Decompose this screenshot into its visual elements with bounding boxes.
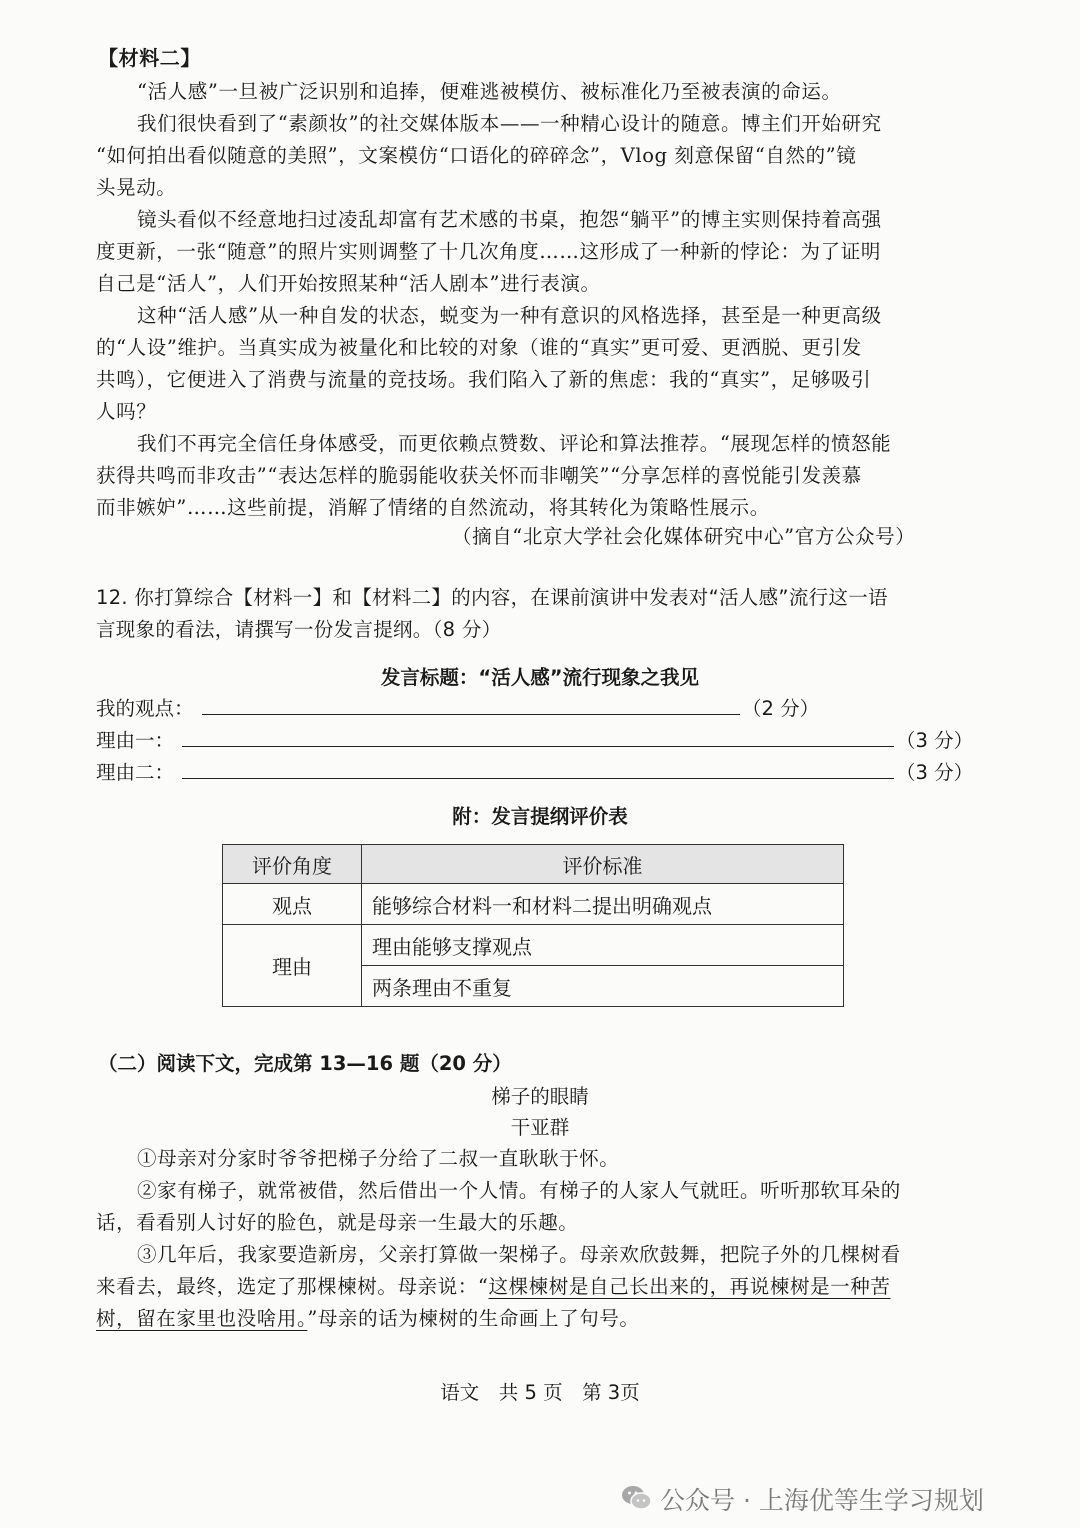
material2-line: 人吗？ — [96, 400, 157, 423]
article-author: 干亚群 — [510, 1116, 570, 1139]
underlined-quote: 这棵楝树是自己长出来的，再说楝树是一种苦 — [488, 1275, 891, 1298]
table-row — [223, 925, 844, 966]
section2-heading: （二）阅读下文，完成第 13—16 题（20 分） — [98, 1052, 512, 1075]
material2-line: 共鸣），它便进入了消费与流量的竞技场。我们陷入了新的焦虑：我的“真实”，足够吸引 — [96, 368, 872, 391]
material2-line: 获得共鸣而非攻击”“表达怎样的脆弱能收获关怀而非嘲笑”“分享怎样的喜悦能引发羡慕 — [96, 464, 862, 487]
question12-text: 言现象的看法，请撰写一份发言提纲。（8 分） — [96, 618, 502, 641]
question12-text: 12. 你打算综合【材料一】和【材料二】的内容，在课前演讲中发表对“活人感”流行这一语 — [96, 586, 888, 609]
field-score-reason2: （3 分） — [896, 761, 974, 784]
table-header-angle: 评价角度 — [223, 845, 362, 884]
material2-line: 头晃动。 — [96, 176, 177, 199]
table-cell-criteria: 能够综合材料一和材料二提出明确观点 — [362, 884, 844, 925]
paragraph-3-text: 来看去，最终，选定了那棵楝树。母亲说：“ — [96, 1275, 489, 1298]
table-title: 附：发言提纲评价表 — [452, 805, 628, 828]
material2-line: “如何拍出看似随意的美照”，文案模仿“口语化的碎碎念”，Vlog 刻意保留“自然的”镜 — [96, 144, 857, 167]
table-cell-criteria: 两条理由不重复 — [362, 966, 844, 1007]
material2-heading: 【材料二】 — [98, 46, 201, 70]
reason1-answer-line[interactable] — [182, 746, 894, 747]
field-label-reason2: 理由二： — [96, 761, 175, 784]
underlined-quote: 树，留在家里也没啥用。 — [96, 1307, 308, 1330]
field-label-reason1: 理由一： — [96, 729, 175, 752]
material2-line: “活人感”一旦被广泛识别和追捧，便难逃被模仿、被标准化乃至被表演的命运。 — [137, 80, 842, 103]
paragraph-3-line — [96, 1303, 640, 1331]
field-label-viewpoint: 我的观点： — [96, 697, 194, 720]
wechat-icon — [620, 1481, 654, 1515]
material2-line: 我们很快看到了“素颜妆”的社交媒体版本——一种精心设计的随意。博主们开始研究 — [137, 112, 882, 135]
table-cell-angle: 理由 — [223, 925, 362, 1007]
paragraph-3-line: ③几年后，我家要造新房，父亲打算做一架梯子。母亲欢欣鼓舞，把院子外的几棵树看 — [137, 1243, 901, 1266]
field-score-reason1: （3 分） — [896, 729, 974, 752]
table-cell-criteria: 理由能够支撑观点 — [362, 925, 844, 966]
paragraph-3-line — [96, 1271, 891, 1299]
article-title: 梯子的眼睛 — [491, 1085, 589, 1108]
paragraph-2-line: 话，看看别人讨好的脸色，就是母亲一生最大的乐趣。 — [96, 1211, 579, 1234]
reason2-answer-line[interactable] — [182, 778, 894, 779]
paragraph-1: ①母亲对分家时爷爷把梯子分给了二叔一直耿耿于怀。 — [137, 1147, 620, 1170]
material2-source: （摘自“北京大学社会化媒体研究中心”官方公众号） — [452, 525, 916, 548]
watermark-text: 公众号 · 上海优等生学习规划 — [660, 1486, 984, 1515]
page-footer: 语文 共 5 页 第 3页 — [440, 1381, 640, 1404]
paragraph-2-line: ②家有梯子，就常被借，然后借出一个人情。有梯子的人家人气就旺。听听那软耳朵的 — [137, 1179, 901, 1202]
viewpoint-answer-line[interactable] — [202, 714, 740, 715]
table-header-criteria: 评价标准 — [362, 845, 844, 884]
table-cell-angle: 观点 — [223, 884, 362, 925]
field-score-viewpoint: （2 分） — [742, 697, 820, 720]
material2-line: 我们不再完全信任身体感受，而更依赖点赞数、评论和算法推荐。“展现怎样的愤怒能 — [137, 432, 892, 455]
evaluation-table — [222, 844, 844, 1007]
table-header-row — [223, 845, 844, 884]
speech-title: 发言标题：“活人感”流行现象之我见 — [380, 666, 700, 689]
paragraph-3-text: ”母亲的话为楝树的生命画上了句号。 — [307, 1307, 640, 1330]
material2-line: 的“人设”维护。当真实成为被量化和比较的对象（谁的“真实”更可爱、更洒脱、更引发 — [96, 336, 862, 359]
table-row — [223, 884, 844, 925]
material2-line: 自己是“活人”，人们开始按照某种“活人剧本”进行表演。 — [96, 272, 601, 295]
material2-line: 而非嫉妒”……这些前提，消解了情绪的自然流动，将其转化为策略性展示。 — [96, 496, 770, 519]
material2-line: 镜头看似不经意地扫过凌乱却富有艺术感的书桌，抱怨“躺平”的博主实则保持着高强 — [137, 208, 882, 231]
material2-line: 度更新，一张“随意”的照片实则调整了十几次角度……这形成了一种新的悖论：为了证明 — [96, 240, 881, 263]
material2-line: 这种“活人感”从一种自发的状态，蜕变为一种有意识的风格选择，甚至是一种更高级 — [137, 304, 882, 327]
